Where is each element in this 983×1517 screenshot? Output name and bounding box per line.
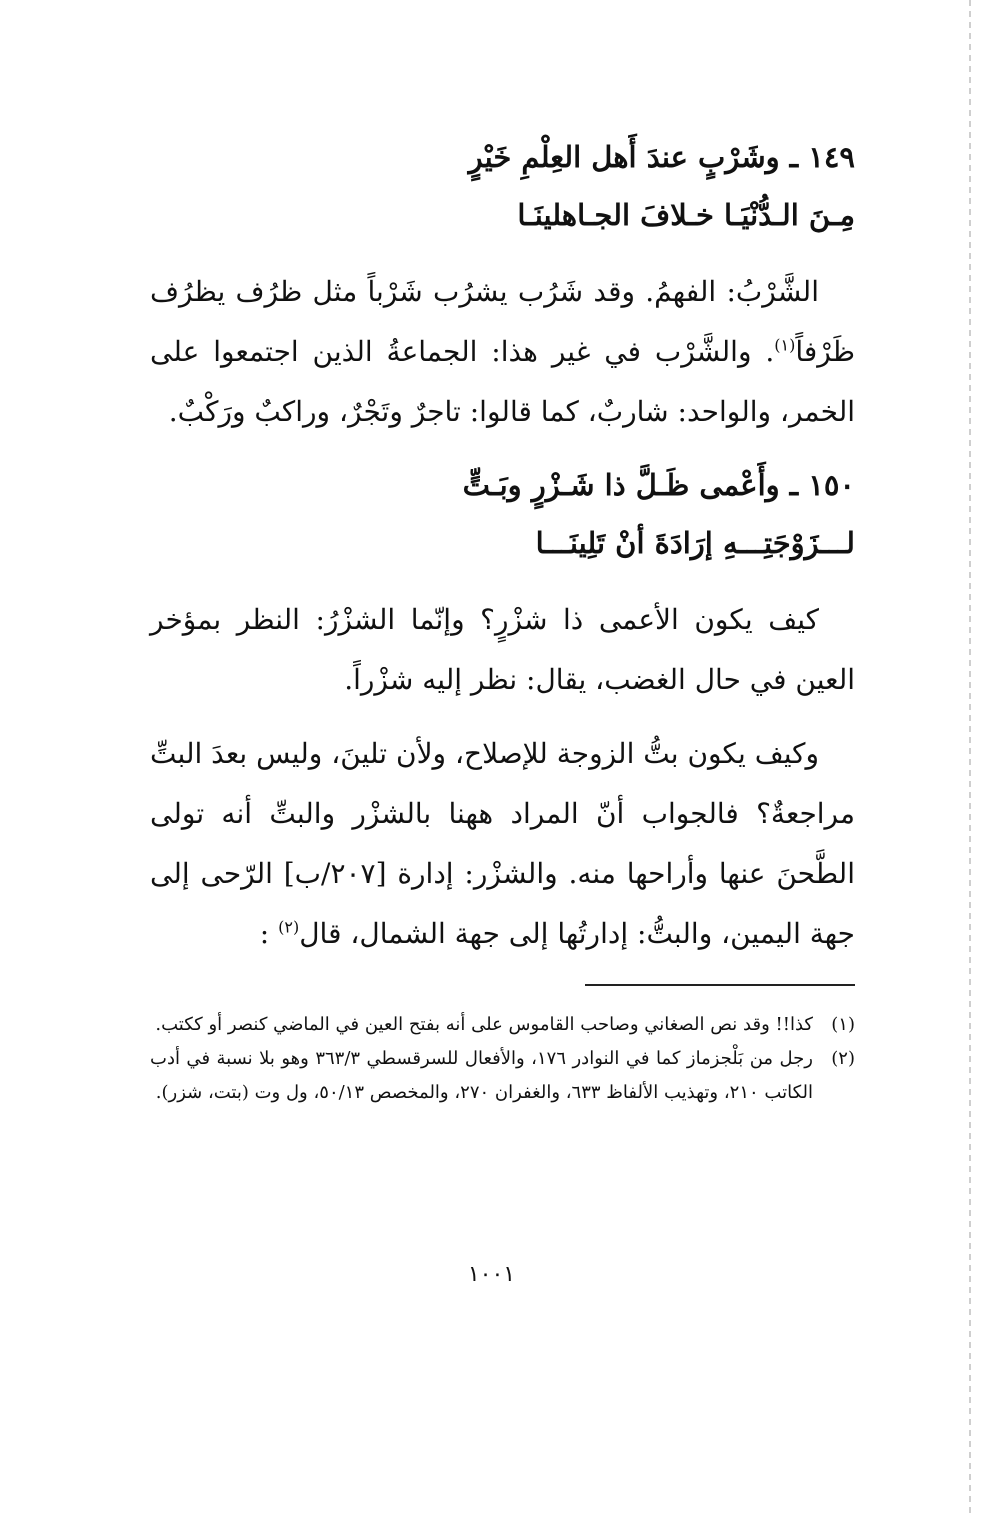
footnote-separator: [585, 984, 855, 986]
verse-150-line1: [150, 456, 855, 514]
commentary-text-a: الشَّرْبُ: الفهمُ. وقد شَرُب يشرُب شَرْباً مثل ظرُف يظرُف ظَرْفاً: [150, 275, 855, 368]
book-page: [150, 128, 855, 1110]
footnote-ref-2[interactable]: (٢): [278, 917, 300, 937]
page-number: ١٠٠١: [467, 1262, 516, 1287]
footnote-mark: (١): [831, 1014, 855, 1035]
verse-149-line2: مِـنَ الـدُّنْيَـا خـلافَ الجـاهلينَـا: [517, 198, 855, 232]
commentary-text-a: وكيف يكون بتُّ الزوجة للإصلاح، ولأن تلينَ، وليس بعدَ البتِّ مراجعةٌ؟ فالجواب أنّ المراد ههنا بالشزْر والبتِّ أنه تولى الطَّحنَ عنها وأراحها منه. والشزْر: إدارة [٢٠٧/ب] الرّحى إلى جهة اليمين، والبتُّ: إدارتُها إلى جهة الشمال، قال: [150, 737, 855, 950]
footnote-mark: (٢): [831, 1048, 855, 1069]
commentary-paragraph-3: [150, 724, 855, 964]
commentary-paragraph-2: كيف يكون الأعمى ذا شزْرٍ؟ وإنّما الشزْرُ: النظر بمؤخر العين في حال الغضب، يقال: نظر إليه شزْراً.: [150, 603, 855, 696]
verse-149: [150, 128, 855, 244]
verse-150-line2: لـــزَوْجَتِـــهِ إرَادَةَ أنْ تَلِينَـــا: [535, 526, 855, 560]
footnote-text: رجل من بَلْجزماز كما في النوادر ١٧٦، والأفعال للسرقسطي ٣٦٣/٣ وهو بلا نسبة في أدب الكاتب ٢١٠، وتهذيب الألفاظ ٦٣٣، والغفران ٢٧٠، والمخصص ٥٠/١٣، ول وت (بتت، شزر).: [150, 1048, 813, 1103]
footnote-ref-1[interactable]: (١): [774, 335, 796, 355]
footnote-2: [150, 1042, 855, 1110]
verse-150: [150, 456, 855, 572]
footnote-text: كذا!! وقد نص الصغاني وصاحب القاموس على أنه بفتح العين في الماضي كنصر أو ككتب.: [155, 1014, 813, 1035]
verse-hemistich-1: وأَعْمى ظَـلَّ ذا شَـزْرٍ وبَـتٍّ: [462, 468, 780, 502]
verse-hemistich-1: وشَرْبٍ عندَ أَهل العِلْمِ خَيْرٍ: [468, 140, 780, 174]
scan-edge-line: [969, 0, 971, 1517]
verse-149-line1: [150, 128, 855, 186]
commentary-paragraph-1: [150, 262, 855, 442]
footnote-1: [150, 1008, 855, 1042]
verse-number: ١٥٠ ـ: [789, 468, 855, 502]
verse-number: ١٤٩ ـ: [789, 140, 855, 174]
commentary-text-b: :: [259, 917, 270, 950]
commentary-text-b: . والشَّرْب في غير هذا: الجماعةُ الذين اجتمعوا على الخمر، والواحد: شاربٌ، كما قالوا: تاجرٌ وتَجْرٌ، وراكبٌ ورَكْبٌ.: [150, 335, 855, 428]
